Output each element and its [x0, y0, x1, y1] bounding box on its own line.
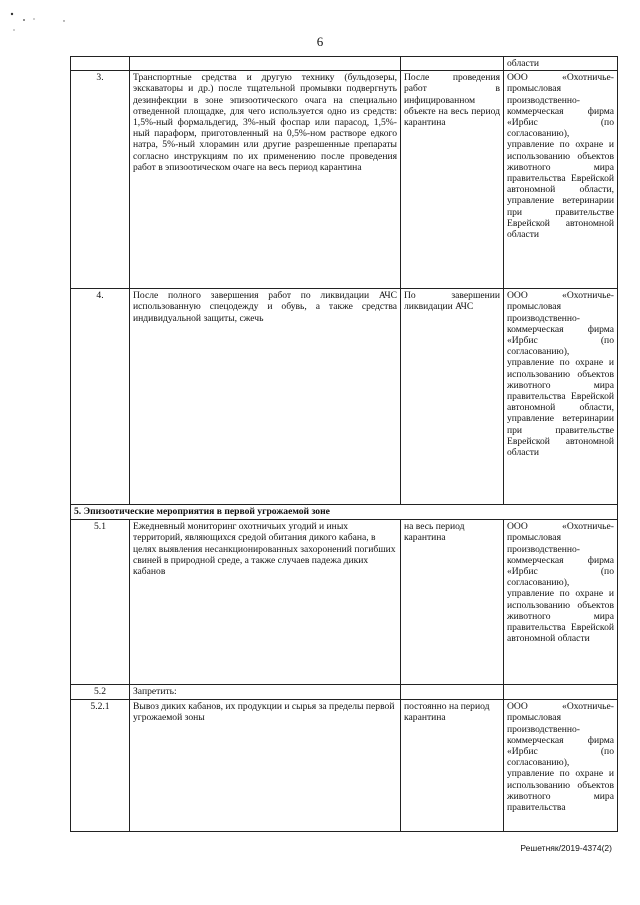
table-row — [71, 520, 618, 685]
row-number: 5.2.1 — [71, 700, 130, 832]
term-cell: на весь период карантина — [401, 520, 504, 685]
row-number: 5.1 — [71, 520, 130, 685]
term-cell: После проведения работ в инфицированном объекте на весь период карантина — [401, 71, 504, 289]
measure-text: Вывоз диких кабанов, их продукции и сырья за пределы первой угрожаемой зоны — [130, 700, 401, 832]
executor-cell: ООО «Охотничье-промысловая производственно-коммерческая фирма «Ирбис (по согласованию), управление по охране и использованию объектов животного мира правительства Еврейской автономной области, управление ветеринарии при правительстве Еврейской автономной области — [504, 71, 618, 289]
row-number: 5.2 — [71, 685, 130, 700]
page-number: 6 — [316, 34, 324, 49]
measure-text: Ежедневный мониторинг охотничьих угодий и иных территорий, являющихся средой обитания дикого кабана, в целях выявления несанкционированных захоронений погибших свиней в природной среде, а также случаев падежа диких кабанов — [130, 520, 401, 685]
table-row-continuation — [71, 57, 618, 71]
executor-cell: ООО «Охотничье-промысловая производственно-коммерческая фирма «Ирбис (по согласованию), управление по охране и использованию объектов животного мира правительства Еврейской автономной области — [504, 520, 618, 685]
term-cell: постоянно на период карантина — [401, 700, 504, 832]
table-row — [71, 700, 618, 832]
table-row — [71, 71, 618, 289]
measures-table — [70, 56, 618, 832]
measure-text: Запретить: — [130, 685, 401, 700]
row-number: 3. — [71, 71, 130, 289]
term-cell: По завершении ликвидации АЧС — [401, 289, 504, 505]
section-row — [71, 505, 618, 520]
measure-text: Транспортные средства и другую технику (бульдозеры, экскаваторы и др.) после тщательной промывки подвергнуть дезинфекции в зоне эпизоотического очага на специально отведенной площадке, для чего используется одно из средств: 1,5%-ный формальдегид, 3%-ный фоспар или парасод, 1,5%-ный параформ, приготовленный на 0,5%-ном растворе едкого натра, 5%-ный хлорамин или другие разрешенные препараты согласно инструкциям по их применению после проведения работ в эпизоотическом очаге на весь период карантина — [130, 71, 401, 289]
measure-text: После полного завершения работ по ликвидации АЧС использованную спецодежду и обувь, а также средства индивидуальной защиты, сжечь — [130, 289, 401, 505]
footer-reference: Решетняк/2019-4374(2) — [520, 843, 612, 853]
executor-cell: области — [504, 57, 618, 71]
row-number: 4. — [71, 289, 130, 505]
executor-cell: ООО «Охотничье-промысловая производственно-коммерческая фирма «Ирбис (по согласованию), управление по охране и использованию объектов животного мира правительства Еврейской автономной области, управление ветеринарии при правительстве Еврейской автономной области — [504, 289, 618, 505]
table-row — [71, 289, 618, 505]
section-title: 5. Эпизоотические мероприятия в первой угрожаемой зоне — [71, 505, 618, 520]
table-row — [71, 685, 618, 700]
executor-cell: ООО «Охотничье-промысловая производственно-коммерческая фирма «Ирбис (по согласованию), управление по охране и использованию объектов животного мира правительства — [504, 700, 618, 832]
